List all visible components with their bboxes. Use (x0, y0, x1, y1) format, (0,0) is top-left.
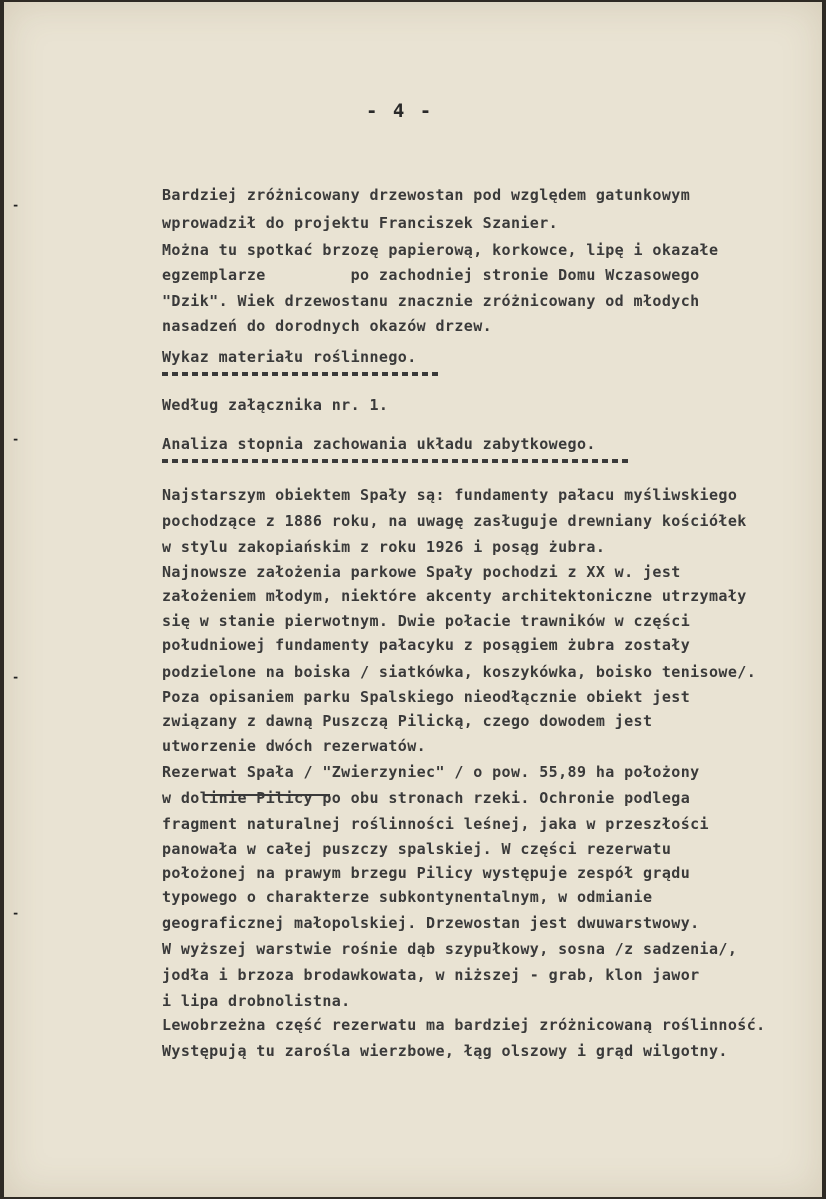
margin-tick-mark: - (12, 198, 20, 212)
text-line: się w stanie pierwotnym. Dwie połacie trawników w części (162, 612, 691, 630)
text-line: typowego o charakterze subkontynentalnym, w odmianie (162, 888, 653, 906)
margin-tick-mark: - (12, 906, 20, 920)
text-line: egzemplarze po zachodniej stronie Domu Wczasowego (162, 266, 700, 284)
text-line: jodła i brzoza brodawkowata, w niższej - grab, klon jawor (162, 966, 700, 984)
text-line: południowej fundamenty pałacyku z posągiem żubra zostały (162, 636, 691, 654)
text-line: Poza opisaniem parku Spalskiego nieodłącznie obiekt jest (162, 688, 691, 706)
document-page (4, 2, 822, 1197)
text-line: panowała w całej puszczy spalskiej. W części rezerwatu (162, 840, 672, 858)
text-line: Najstarszym obiektem Spały są: fundamenty pałacu myśliwskiego (162, 486, 738, 504)
heading-double-underline (162, 459, 628, 463)
text-line: założeniem młodym, niektóre akcenty architektoniczne utrzymały (162, 587, 747, 605)
text-line: nasadzeń do dorodnych okazów drzew. (162, 317, 493, 335)
text-line: Lewobrzeżna część rezerwatu ma bardziej zróżnicowaną roślinność. (162, 1016, 766, 1034)
section-heading: Analiza stopnia zachowania układu zabytkowego. (162, 435, 596, 453)
text-line: Bardziej zróżnicowany drzewostan pod względem gatunkowym (162, 186, 691, 204)
margin-tick-mark: - (12, 670, 20, 684)
section-heading: Wykaz materiału roślinnego. (162, 348, 417, 366)
text-line: fragment naturalnej roślinności leśnej, jaka w przeszłości (162, 815, 709, 833)
margin-tick-mark: - (12, 432, 20, 446)
text-line: Najnowsze założenia parkowe Spały pochodzi z XX w. jest (162, 563, 681, 581)
text-line: Rezerwat Spała / "Zwierzyniec" / o pow. 55,89 ha położony (162, 763, 700, 781)
text-line: i lipa drobnolistna. (162, 992, 351, 1010)
text-line: W wyższej warstwie rośnie dąb szypułkowy, sosna /z sadzenia/, (162, 940, 738, 958)
text-line: w stylu zakopiańskim z roku 1926 i posąg żubra. (162, 538, 606, 556)
page-number: - 4 - (366, 100, 434, 122)
text-line: związany z dawną Puszczą Pilicką, czego dowodem jest (162, 712, 653, 730)
text-line: "Dzik". Wiek drzewostanu znacznie zróżnicowany od młodych (162, 292, 700, 310)
text-line: położonej na prawym brzegu Pilicy występuje zespół grądu (162, 864, 691, 882)
text-line: geograficznej małopolskiej. Drzewostan jest dwuwarstwowy. (162, 914, 700, 932)
text-line: w dolinie Pilicy po obu stronach rzeki. Ochronie podlega (162, 789, 691, 807)
text-line: wprowadził do projektu Franciszek Szanier. (162, 214, 559, 232)
text-line: Według załącznika nr. 1. (162, 396, 389, 414)
text-line: pochodzące z 1886 roku, na uwagę zasługuje drewniany kościółek (162, 512, 747, 530)
text-line: Można tu spotkać brzozę papierową, korkowce, lipę i okazałe (162, 241, 719, 259)
text-line: podzielone na boiska / siatkówka, koszykówka, boisko tenisowe/. (162, 663, 757, 681)
text-line: Występują tu zarośla wierzbowe, łąg olszowy i grąd wilgotny. (162, 1042, 728, 1060)
heading-double-underline (162, 372, 438, 376)
text-line: utworzenie dwóch rezerwatów. (162, 737, 427, 755)
